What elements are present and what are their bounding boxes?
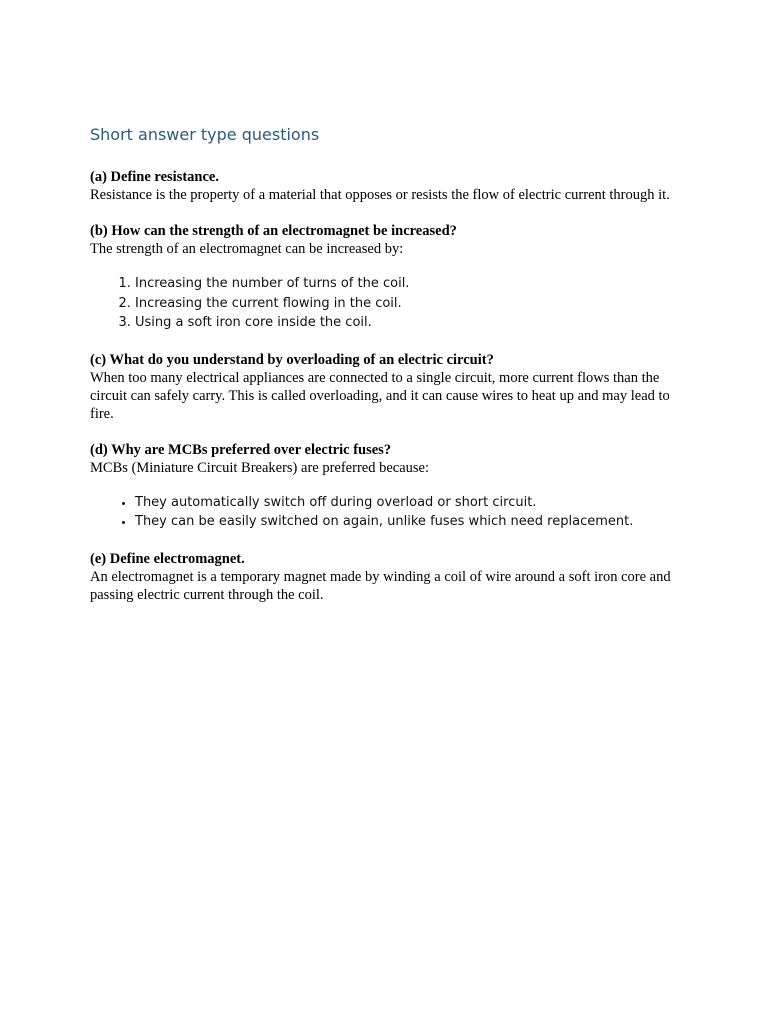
- list-item: 3. Using a soft iron core inside the coil.: [135, 313, 680, 333]
- list-item: • They automatically switch off during overload or short circuit.: [135, 493, 680, 513]
- question-d-list: [90, 493, 680, 532]
- question-b-list: [90, 274, 680, 333]
- question-e-answer: An electromagnet is a temporary magnet made by winding a coil of wire around a soft iron core and passing electric current through the coil.: [90, 568, 671, 603]
- question-c: [90, 351, 680, 423]
- question-b-answer: The strength of an electromagnet can be increased by:: [90, 241, 404, 257]
- question-e-title: (e) Define electromagnet.: [90, 550, 245, 567]
- list-item: 2. Increasing the current flowing in the coil.: [135, 294, 680, 314]
- question-a: [90, 168, 680, 204]
- question-b: [90, 222, 680, 333]
- question-c-answer: When too many electrical appliances are connected to a single circuit, more current flows than the circuit can safely carry. This is called overloading, and it can cause wires to heat up and may lead to fire.: [90, 369, 670, 422]
- list-item: 1. Increasing the number of turns of the coil.: [135, 274, 680, 294]
- question-b-title: (b) How can the strength of an electromagnet be increased?: [90, 223, 457, 239]
- question-d-title: (d) Why are MCBs preferred over electric fuses?: [90, 441, 392, 458]
- list-item: • They can be easily switched on again, unlike fuses which need replacement.: [135, 512, 680, 532]
- question-e: [90, 550, 680, 604]
- document-page: [90, 124, 680, 604]
- page-heading: Short answer type questions: [90, 125, 320, 144]
- question-a-title: (a) Define resistance.: [90, 169, 219, 185]
- question-d-answer: MCBs (Miniature Circuit Breakers) are preferred because:: [90, 459, 430, 476]
- question-a-answer: Resistance is the property of a material that opposes or resists the flow of electric current through it.: [90, 187, 670, 203]
- question-d: [90, 441, 680, 532]
- question-c-title: (c) What do you understand by overloading of an electric circuit?: [90, 351, 494, 368]
